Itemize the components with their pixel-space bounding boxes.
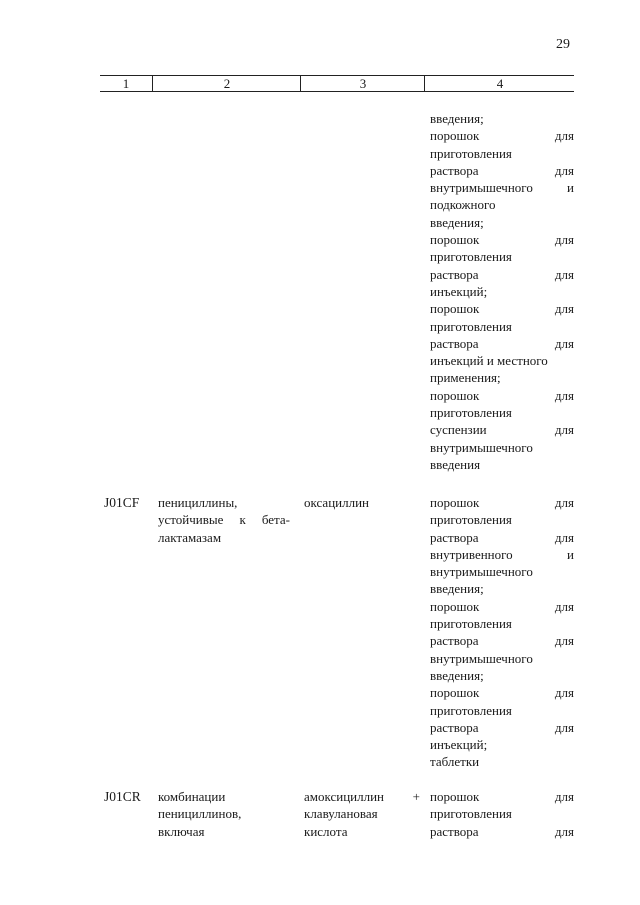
text-line [430, 145, 574, 162]
text-line [430, 456, 574, 473]
text-line [430, 387, 574, 404]
word: приготовления [430, 145, 512, 161]
text-line [430, 214, 574, 231]
word: раствора [430, 266, 479, 282]
text-line [158, 788, 290, 805]
text-line [430, 702, 574, 719]
text-line [430, 719, 574, 736]
word: внутримышечного [430, 564, 533, 580]
word: порошок [430, 598, 480, 614]
continuation-forms [430, 110, 574, 473]
text-line [430, 580, 574, 597]
text-line [304, 823, 420, 840]
word: применения; [430, 370, 501, 386]
text-line [304, 494, 420, 511]
word: бета- [261, 512, 290, 528]
word: введения; [430, 667, 484, 683]
word: приготовления [430, 318, 512, 334]
word: приготовления [430, 405, 512, 421]
word: раствора [430, 162, 479, 178]
word: раствора [430, 633, 479, 649]
page-number: 29 [556, 37, 570, 52]
text-line [430, 127, 574, 144]
word: для [554, 422, 574, 438]
text-line [430, 404, 574, 421]
row-group-j01cf [158, 494, 290, 546]
text-line [430, 231, 574, 248]
text-line [430, 615, 574, 632]
word: лактамазам [158, 529, 222, 545]
word: для [554, 685, 574, 701]
text-line [430, 266, 574, 283]
word: раствора [430, 529, 479, 545]
word: подкожного [430, 197, 496, 213]
text-line [430, 788, 574, 805]
text-line [430, 300, 574, 317]
word: раствора [430, 335, 479, 351]
word: включая [158, 823, 205, 839]
header-col-3: 3 [300, 76, 425, 91]
row-drug-j01cf [304, 494, 420, 511]
text-line [430, 248, 574, 265]
row-code-j01cr: J01CR [104, 789, 141, 804]
text-line [430, 650, 574, 667]
word: порошок [430, 789, 480, 804]
word: для [554, 789, 574, 804]
text-line [430, 511, 574, 528]
text-line [430, 439, 574, 456]
word: для [554, 266, 574, 282]
word: для [554, 495, 574, 510]
text-line [430, 369, 574, 386]
word: амоксициллин [304, 789, 385, 804]
word: таблетки [430, 754, 480, 770]
word: приготовления [430, 806, 512, 822]
text-line [430, 318, 574, 335]
text-line [304, 788, 420, 805]
word: раствора [430, 719, 479, 735]
word: порошок [430, 387, 480, 403]
header-col-4: 4 [424, 76, 575, 91]
word: раствора [430, 823, 479, 839]
word: порошок [430, 301, 480, 317]
word: внутримышечного [430, 650, 533, 666]
word: введения; [430, 214, 484, 230]
text-line [430, 179, 574, 196]
word: инъекций; [430, 737, 488, 753]
text-line [430, 421, 574, 438]
text-line [158, 511, 290, 528]
word: и [567, 180, 574, 196]
text-line [430, 162, 574, 179]
word: для [554, 301, 574, 317]
word: пенициллинов, [158, 806, 242, 822]
word: пенициллины, [158, 495, 238, 510]
text-line [430, 335, 574, 352]
word: устойчивые [158, 512, 224, 528]
text-line [430, 529, 574, 546]
text-line [430, 805, 574, 822]
text-line [430, 736, 574, 753]
header-col-1: 1 [122, 76, 130, 91]
text-line [430, 563, 574, 580]
word: порошок [430, 128, 480, 144]
text-line [430, 546, 574, 563]
word: для [554, 598, 574, 614]
word: приготовления [430, 616, 512, 632]
text-line [430, 352, 574, 369]
word: к [239, 512, 246, 528]
text-line [158, 823, 290, 840]
text-line [304, 805, 420, 822]
word: порошок [430, 232, 480, 248]
text-line [430, 598, 574, 615]
row-forms-j01cr [430, 788, 574, 840]
word: инъекций; [430, 283, 488, 299]
word: внутримышечного [430, 180, 533, 196]
row-forms-j01cf [430, 494, 574, 771]
word: суспензии [430, 422, 487, 438]
word: порошок [430, 495, 480, 510]
text-line [430, 110, 574, 127]
word: для [554, 719, 574, 735]
word: комбинации [158, 789, 226, 804]
text-line [430, 667, 574, 684]
word: для [554, 128, 574, 144]
text-line [430, 823, 574, 840]
text-line [430, 196, 574, 213]
word: клавулановая [304, 806, 378, 822]
table-header [100, 75, 574, 92]
text-line [158, 494, 290, 511]
text-line [430, 684, 574, 701]
row-code-j01cf: J01CF [104, 495, 140, 510]
word: оксациллин [304, 495, 369, 510]
word: приготовления [430, 512, 512, 528]
header-col-2: 2 [152, 76, 301, 91]
word: приготовления [430, 702, 512, 718]
word: введения [430, 456, 481, 472]
word: для [554, 633, 574, 649]
text-line [430, 632, 574, 649]
text-line [430, 494, 574, 511]
word: приготовления [430, 249, 512, 265]
word: для [554, 823, 574, 839]
text-line [158, 805, 290, 822]
word: для [554, 387, 574, 403]
word: внутримышечного [430, 439, 533, 455]
text-line [430, 283, 574, 300]
row-drug-j01cr [304, 788, 420, 840]
word: порошок [430, 685, 480, 701]
word: инъекций и местного [430, 353, 548, 369]
word: для [554, 529, 574, 545]
row-group-j01cr [158, 788, 290, 840]
word: введения; [430, 581, 484, 597]
word: для [554, 232, 574, 248]
word: внутривенного [430, 546, 513, 562]
word: введения; [430, 111, 484, 126]
text-line [158, 529, 290, 546]
word: для [554, 335, 574, 351]
text-line [430, 753, 574, 770]
word: кислота [304, 823, 348, 839]
word: и [567, 546, 574, 562]
word: для [554, 162, 574, 178]
word: + [412, 789, 420, 804]
